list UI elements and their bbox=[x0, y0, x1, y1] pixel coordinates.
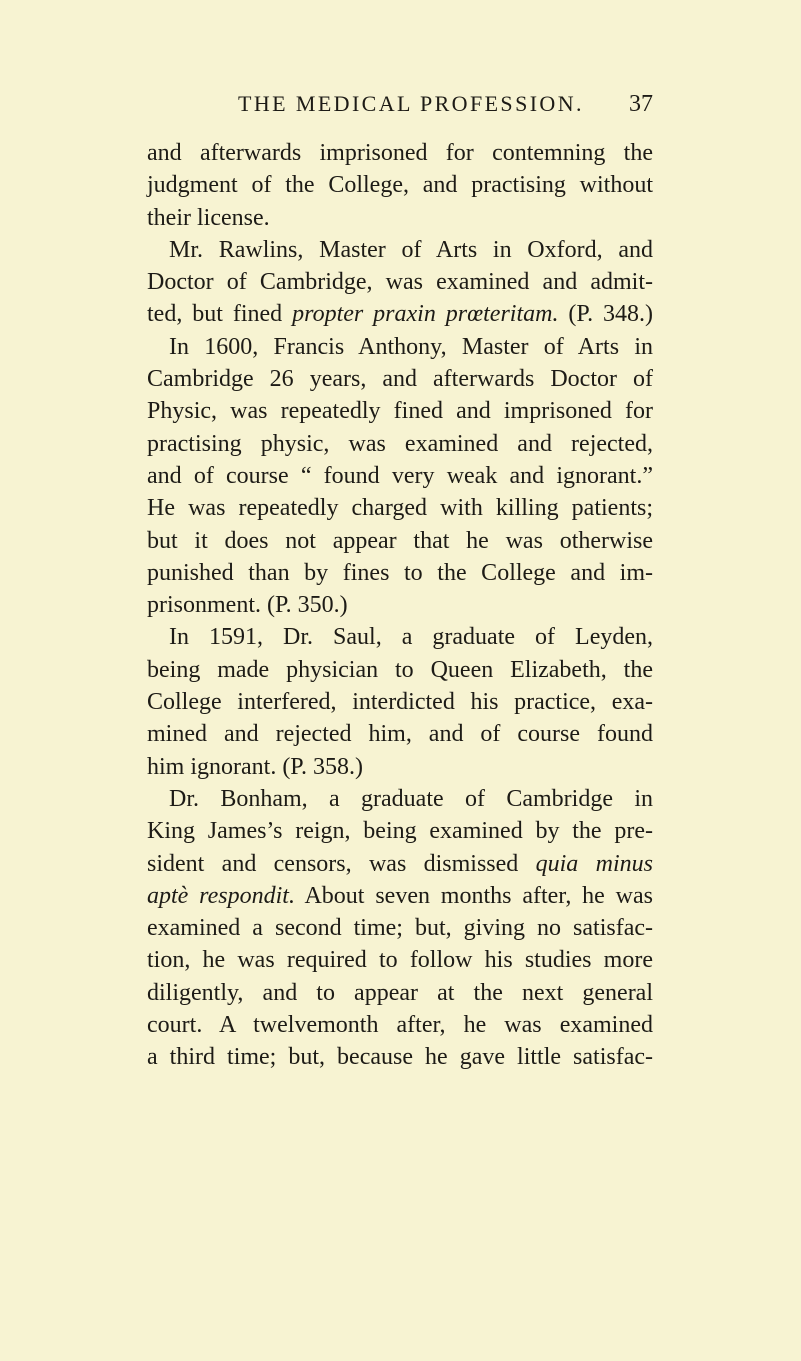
text-line: punished than by fines to the College and im- bbox=[147, 559, 653, 586]
text-line: In 1591, Dr. Saul, a graduate of Leyden, bbox=[169, 624, 653, 651]
text-line: examined a second time; but, giving no satisfac- bbox=[147, 915, 653, 942]
text-line: Cambridge 26 years, and afterwards Doctor of bbox=[147, 366, 653, 393]
text-run: ted, but fined bbox=[147, 301, 293, 328]
text-line bbox=[147, 880, 653, 912]
text-line: In 1600, Francis Anthony, Master of Arts in bbox=[169, 333, 653, 360]
text-line: He was repeatedly charged with killing patients; bbox=[147, 495, 653, 522]
text-line: Doctor of Cambridge, was examined and admit- bbox=[147, 269, 653, 296]
text-line: practising physic, was examined and rejected, bbox=[147, 430, 653, 457]
running-title: THE MEDICAL PROFESSION. bbox=[238, 91, 584, 116]
text-line: College interfered, interdicted his practice, exa- bbox=[147, 689, 653, 716]
text-line: but it does not appear that he was otherwise bbox=[147, 527, 653, 554]
text-line: diligently, and to appear at the next general bbox=[147, 979, 653, 1006]
text-run: About seven months after, he was bbox=[294, 882, 653, 909]
text-line bbox=[147, 848, 653, 880]
text-line: being made physician to Queen Elizabeth, the bbox=[147, 656, 653, 683]
body-text bbox=[147, 137, 653, 1074]
text-line bbox=[147, 298, 653, 330]
text-line: judgment of the College, and practising without bbox=[147, 172, 653, 199]
latin-phrase: propter praxin prœteritam. bbox=[292, 301, 559, 328]
text-run: (P. 348.) bbox=[558, 301, 653, 328]
text-line: mined and rejected him, and of course found bbox=[147, 721, 653, 748]
text-line: Mr. Rawlins, Master of Arts in Oxford, and bbox=[169, 236, 653, 263]
latin-phrase: aptè respondit. bbox=[147, 882, 295, 909]
text-line: and afterwards imprisoned for contemning the bbox=[147, 140, 653, 166]
text-line: him ignorant. (P. 358.) bbox=[147, 753, 363, 780]
latin-phrase: quia minus bbox=[535, 850, 653, 877]
text-line: a third time; but, because he gave little satisfac- bbox=[147, 1044, 653, 1071]
text-line: Dr. Bonham, a graduate of Cambridge in bbox=[169, 785, 653, 812]
text-line: King James’s reign, being examined by the pre- bbox=[147, 818, 653, 845]
text-line: their license. bbox=[147, 204, 270, 231]
page-number: 37 bbox=[629, 91, 653, 117]
text-run: sident and censors, was dismissed bbox=[147, 850, 536, 877]
text-line: tion, he was required to follow his studies more bbox=[147, 947, 653, 974]
text-line: prisonment. (P. 350.) bbox=[147, 592, 348, 619]
text-line: court. A twelvemonth after, he was examined bbox=[147, 1012, 653, 1039]
text-line: and of course “ found very weak and ignorant.” bbox=[147, 462, 653, 489]
text-line: Physic, was repeatedly fined and imprisoned for bbox=[147, 398, 653, 425]
